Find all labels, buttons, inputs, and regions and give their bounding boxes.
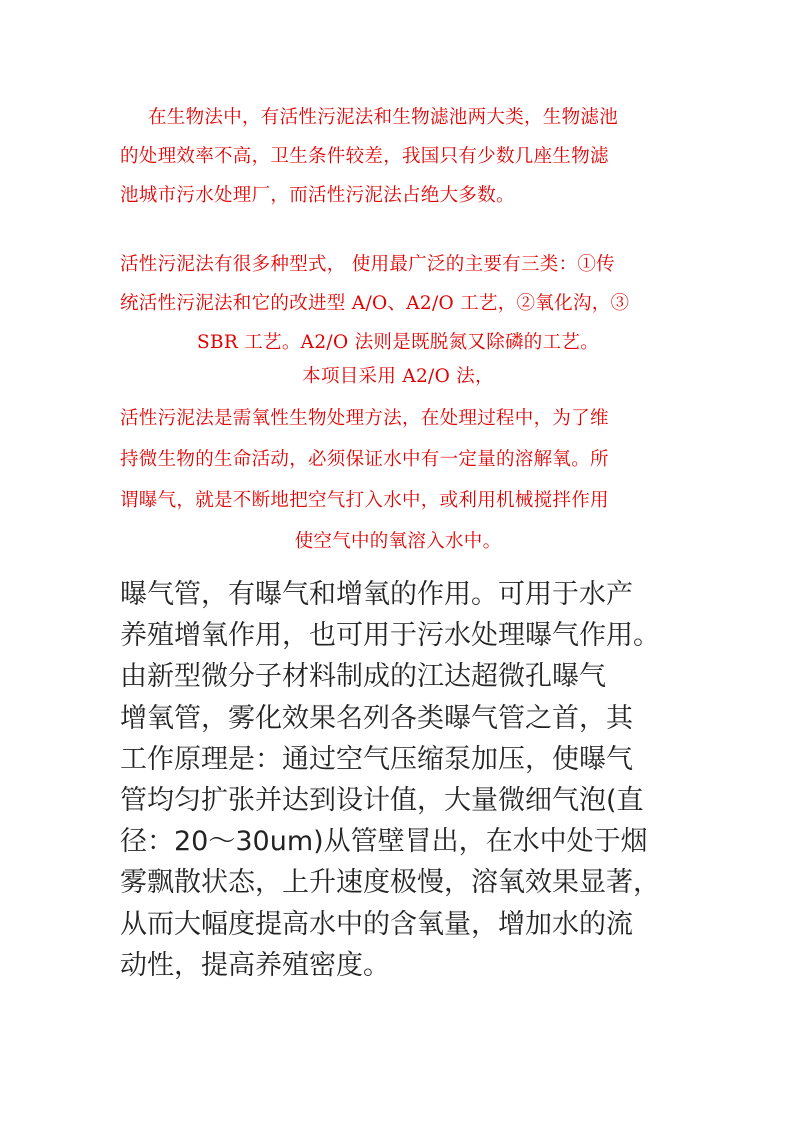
text-line: 统活性污泥法和它的改进型 A/O、A2/O 工艺，②氧化沟，③ [120, 293, 630, 314]
text-line: 动性，提高养殖密度。 [120, 949, 390, 981]
paragraph-biological-methods [120, 98, 676, 215]
text-line: 持微生物的生命活动，必须保证水中有一定量的溶解氧。所 [120, 449, 609, 470]
text-line: 活性污泥法有很多种型式， 使用最广泛的主要有三类：①传 [120, 254, 615, 275]
text-line: 在生物法中，有活性污泥法和生物滤池两大类，生物滤池 [148, 107, 619, 128]
text-line: 工作原理是：通过空气压缩泵加压，使曝气 [120, 743, 633, 775]
text-line: 径：20～30um)从管壁冒出，在水中处于烟 [120, 826, 648, 858]
paragraph-aeration-tube [120, 574, 682, 986]
text-line: 使空气中的氧溶入水中。 [294, 531, 502, 552]
text-line: 雾飘散状态，上升速度极慢，溶氧效果显著， [120, 867, 660, 899]
text-line: 池城市污水处理厂，而活性污泥法占绝大多数。 [120, 185, 515, 206]
paragraph-project-method [120, 357, 676, 396]
paragraph-activated-sludge-types [120, 245, 676, 362]
text-line: 管均匀扩张并达到设计值，大量微细气泡(直 [120, 785, 644, 817]
text-line: 活性污泥法是需氧性生物处理方法，在处理过程中，为了维 [120, 408, 609, 429]
text-line: 增氧管，雾化效果名列各类曝气管之首，其 [120, 702, 633, 734]
text-line: 的处理效率不高，卫生条件较差，我国只有少数几座生物滤 [120, 146, 609, 167]
text-line: 养殖增氧作用，也可用于污水处理曝气作用。 [120, 620, 660, 652]
text-line: 曝气管，有曝气和增氧的作用。可用于水产 [120, 579, 633, 610]
paragraph-aeration [120, 398, 676, 562]
text-line: 由新型微分子材料制成的江达超微孔曝气 [120, 661, 606, 693]
text-line: SBR 工艺。A2/O 法则是既脱氮又除磷的工艺。 [197, 332, 599, 353]
text-line: 本项目采用 A2/O 法， [302, 366, 494, 387]
text-line: 谓曝气，就是不断地把空气打入水中，或利用机械搅拌作用 [120, 490, 609, 511]
text-line: 从而大幅度提高水中的含氧量，增加水的流 [120, 908, 633, 940]
